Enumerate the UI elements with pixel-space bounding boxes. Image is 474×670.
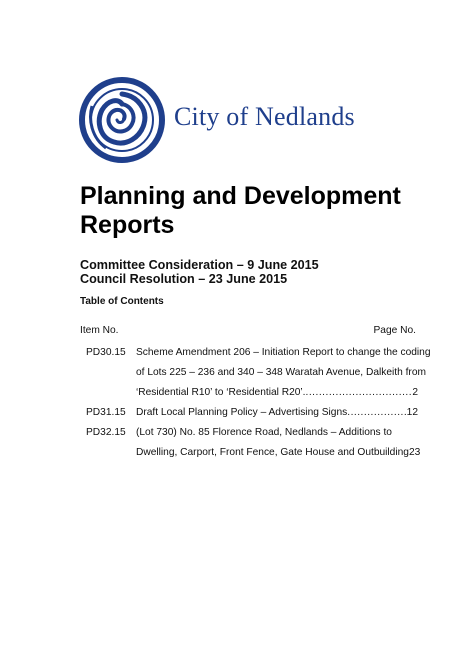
toc-entry-line — [80, 423, 418, 443]
report-title-line-2: Reports — [80, 211, 175, 239]
report-title-line-1: Planning and Development — [80, 182, 401, 210]
committee-date: Committee Consideration – 9 June 2015 — [80, 258, 319, 272]
toc-entry-line — [80, 443, 421, 463]
logo-text: City of Nedlands — [174, 102, 355, 131]
toc-item-number: PD32.15 — [86, 427, 126, 438]
toc-entry-line — [80, 403, 418, 423]
table-of-contents — [80, 343, 431, 463]
toc-item-title: of Lots 225 – 236 and 340 – 348 Waratah Avenue, Dalkeith from — [136, 367, 426, 378]
toc-item-title: Dwelling, Carport, Front Fence, Gate House and Outbuilding — [136, 447, 409, 458]
toc-item-title: Scheme Amendment 206 – Initiation Report to change the coding — [136, 347, 431, 358]
toc-page-column-header: Page No. — [373, 325, 416, 336]
toc-item-column-header: Item No. — [80, 325, 119, 336]
toc-page-number: 2 — [412, 387, 418, 398]
toc-item-number: PD31.15 — [86, 407, 126, 418]
toc-dot-leader — [347, 403, 406, 423]
toc-entry[interactable] — [80, 423, 421, 463]
toc-item-title: (Lot 730) No. 85 Florence Road, Nedlands – Additions to — [136, 427, 392, 438]
toc-entry-line — [80, 363, 426, 383]
city-logo — [78, 76, 378, 164]
toc-item-title: Draft Local Planning Policy – Advertising Signs — [136, 407, 348, 418]
toc-dot-leader — [306, 383, 413, 403]
toc-entry[interactable] — [80, 343, 431, 403]
toc-entry[interactable] — [80, 403, 418, 423]
report-title — [80, 182, 440, 240]
toc-item-number: PD30.15 — [86, 347, 126, 358]
toc-page-number: 12 — [406, 407, 418, 418]
toc-heading: Table of Contents — [80, 296, 164, 307]
rose-emblem-icon — [78, 76, 166, 164]
toc-page-number: 23 — [408, 447, 421, 458]
toc-entry-line — [80, 343, 431, 363]
council-date: Council Resolution – 23 June 2015 — [80, 272, 288, 286]
report-dates — [80, 258, 319, 286]
toc-entry-line — [80, 383, 418, 403]
toc-item-title: ‘Residential R10’ to ‘Residential R20’. — [136, 387, 306, 398]
